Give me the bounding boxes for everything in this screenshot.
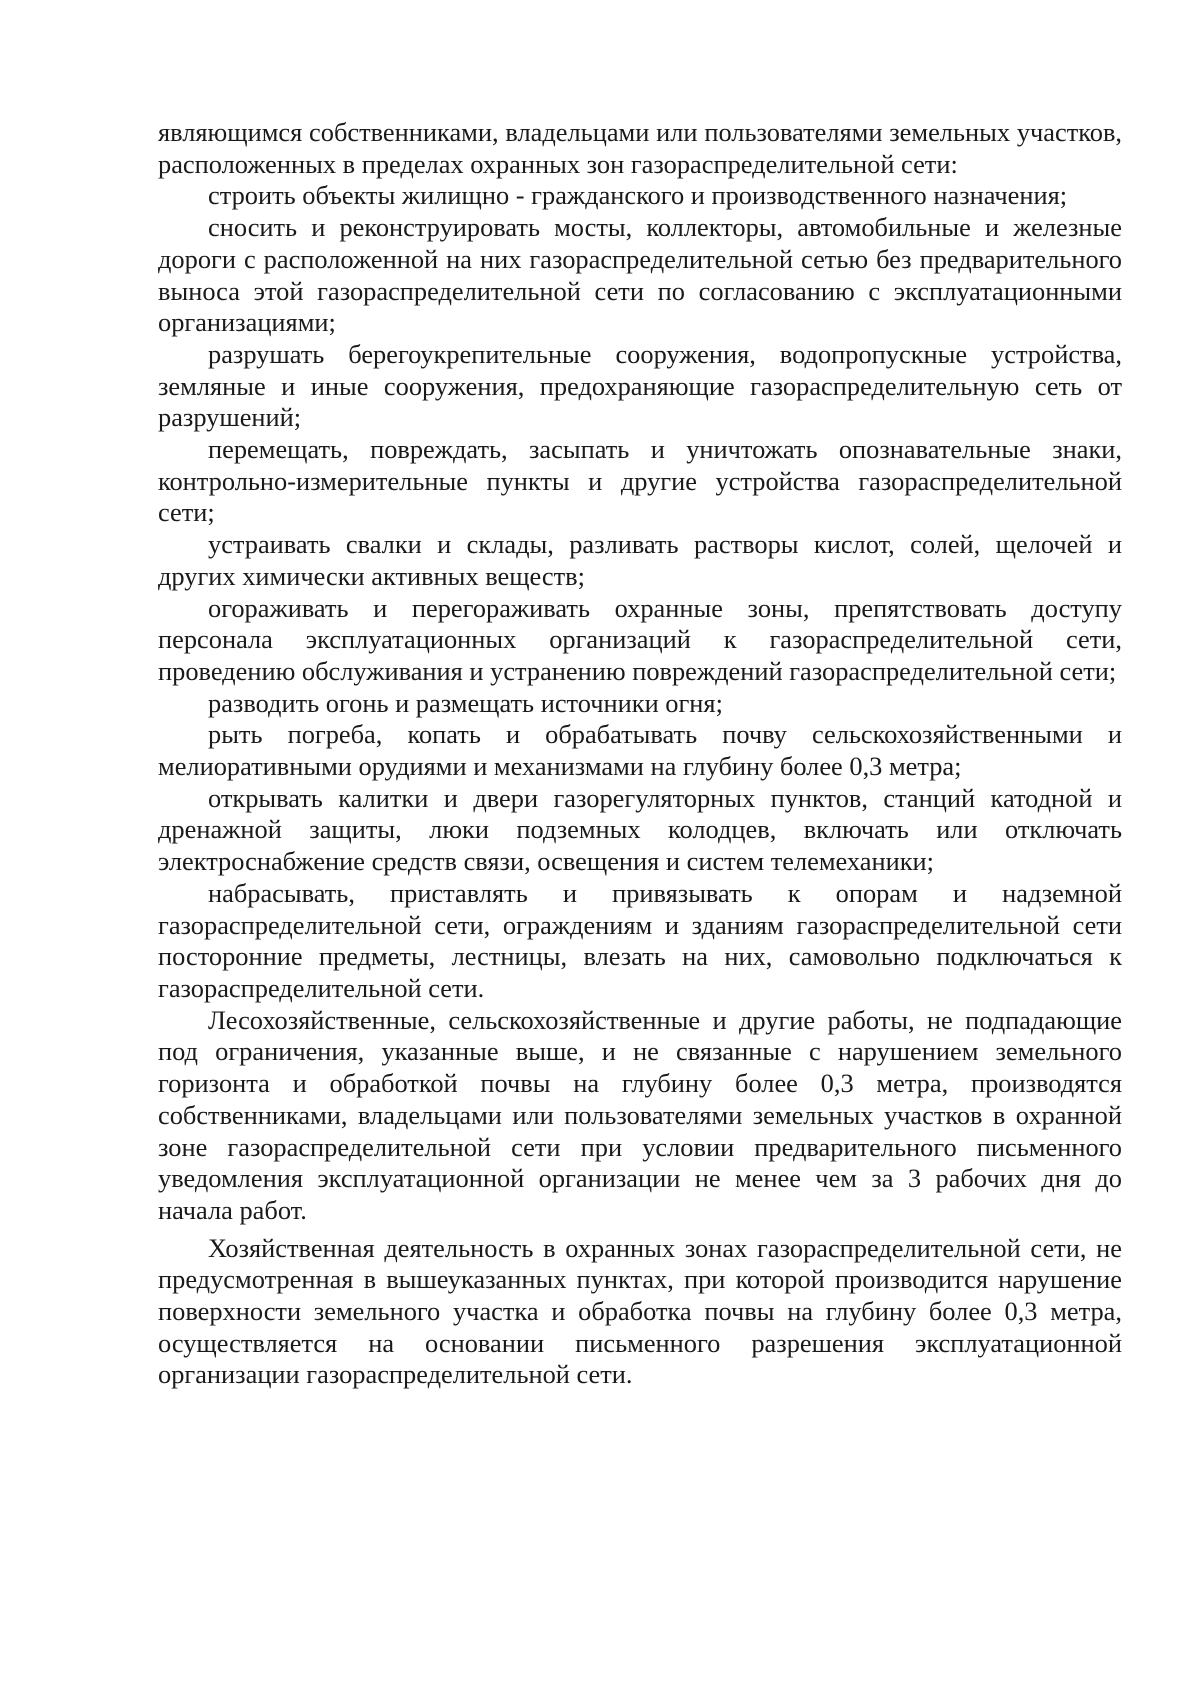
paragraph-shore-structures: разрушать берегоукрепительные сооружения, водопропускные устройства, земляные и иные сооружения, предохраняющие газораспределительную сеть от разрушений; <box>158 338 1122 433</box>
paragraph-economic-activity: Хозяйственная деятельность в охранных зонах газораспределительной сети, не предусмотренная в вышеуказанных пунктах, при которой производится нарушение поверхности земельного участка и обработка почвы на глубину более 0,3 метра, осуществляется на основании письменного разрешения эксплуатационной организации газораспределительной сети. <box>158 1232 1122 1390</box>
paragraph-bridges: сносить и реконструировать мосты, коллекторы, автомобильные и железные дороги с расположенной на них газораспределительной сетью без предварительного выноса этой газораспределительной сети по согласованию с эксплуатационными организациями; <box>158 212 1122 338</box>
paragraph-objects: набрасывать, приставлять и привязывать к опорам и надземной газораспределительной сети, ограждениям и зданиям газораспределительной сети посторонние предметы, лестницы, влезать на них, самовольно подключаться к газораспределительной сети. <box>158 877 1122 1003</box>
paragraph-owners-intro: являющимся собственниками, владельцами или пользователями земельных участков, расположенных в пределах охранных зон газораспределительной сети: <box>158 117 1122 179</box>
paragraph-digging: рыть погреба, копать и обрабатывать почву сельскохозяйственными и мелиоративными орудиями и механизмами на глубину более 0,3 метра; <box>158 719 1122 782</box>
paragraph-gates: открывать калитки и двери газорегуляторных пунктов, станций катодной и дренажной защиты, люки подземных колодцев, включать или отключать электроснабжение средств связи, освещения и систем телемеханики; <box>158 782 1122 877</box>
paragraph-fencing: огораживать и перегораживать охранные зоны, препятствовать доступу персонала эксплуатационных организаций к газораспределительной сети, проведению обслуживания и устранению повреждений газораспределительной сети; <box>158 592 1122 686</box>
document-body <box>158 117 1122 1391</box>
paragraph-forestry-works: Лесохозяйственные, сельскохозяйственные и другие работы, не подпадающие под ограничения, указанные выше, и не связанные с нарушением земельного горизонта и обработкой почвы на глубину более 0,3 метра, производятся собственниками, владельцами или пользователями земельных участков в охранной зоне газораспределительной сети при условии предварительного письменного уведомления эксплуатационной организации не менее чем за 3 рабочих дня до начала работ. <box>158 1004 1122 1225</box>
paragraph-signs: перемещать, повреждать, засыпать и уничтожать опознавательные знаки, контрольно-измерительные пункты и другие устройства газораспределительной сети; <box>158 434 1122 528</box>
paragraph-construction: строить объекты жилищно - гражданского и производственного назначения; <box>208 180 1068 211</box>
paragraph-dumps: устраивать свалки и склады, разливать растворы кислот, солей, щелочей и других химически активных веществ; <box>158 529 1122 591</box>
paragraph-fire: разводить огонь и размещать источники огня; <box>208 687 723 718</box>
